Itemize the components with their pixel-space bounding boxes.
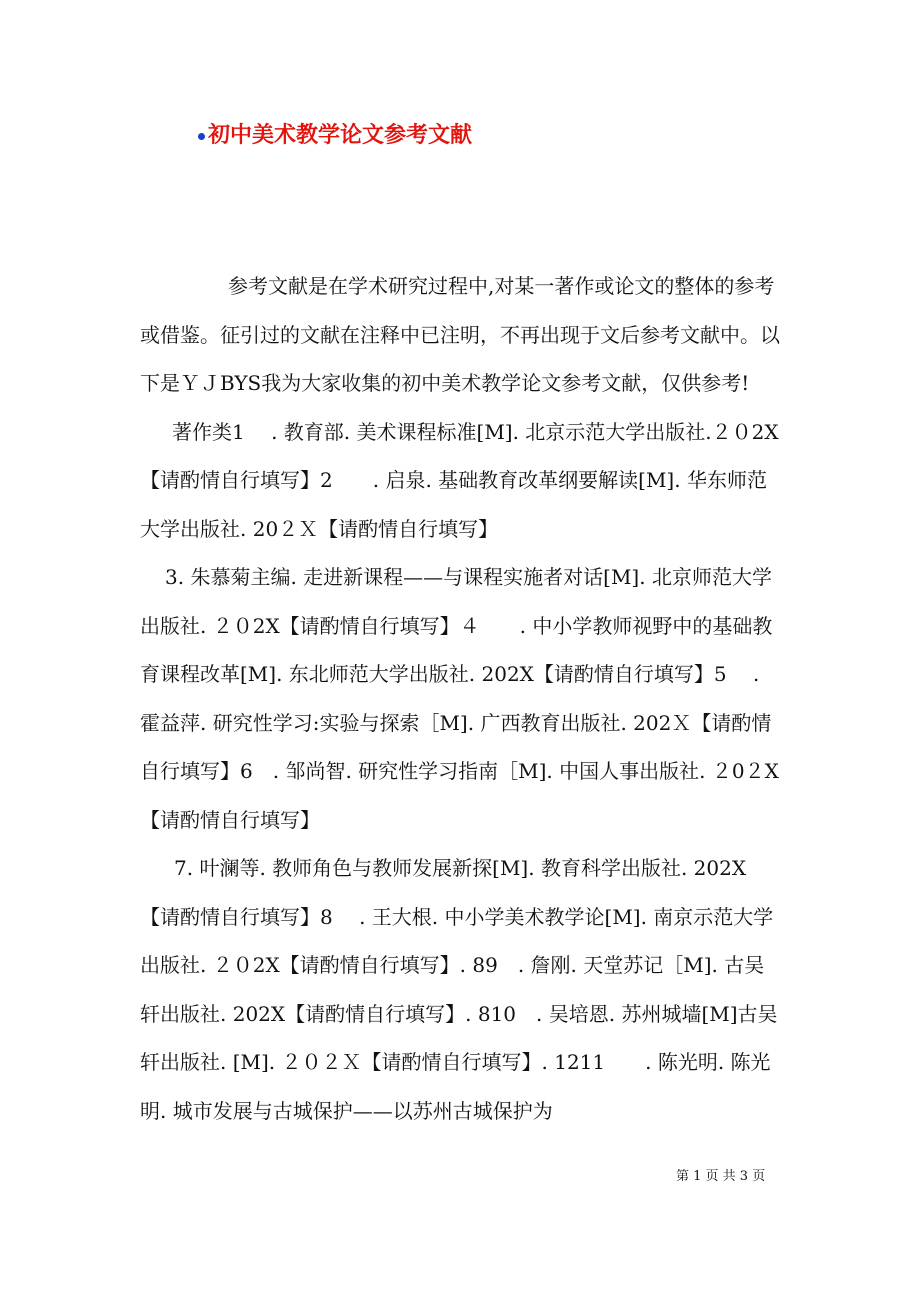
document-title — [198, 118, 472, 149]
reference-paragraph-3: 7. 叶澜等. 教师角色与教师发展新探[M]. 教育科学出版社. 202X【请酌情自行填写】8 ﻿. 王大根. 中小学美术教学论[M]. 南京示范大学出版社. ２０2X【请酌情自行填写】. 89 ﻿. 詹刚. 天堂苏记［M]. 古吴轩出版社. 202X【请酌情自行填写】. 810 ﻿. 吴培恩. 苏州城墙[M]古吴轩出版社. [M]. ２０２Ｘ【请酌情自行填写】. 1211 ﻿. 陈光明. 陈光明. 城市发展与古城保护——以苏州古城保护为 — [140, 856, 778, 1123]
document-body — [140, 262, 786, 1135]
document-title-text: 初中美术教学论文参考文献 — [208, 122, 473, 148]
reference-paragraph-1: 著作类1 ﻿. 教育部. 美术课程标准[M]. 北京示范大学出版社.２０2X【请酌情自行填写】2 ﻿. 启泉. 基础教育改革纲要解读[M]. 华东师范大学出版社. 20２Ｘ【请酌情自行填写】 — [140, 419, 779, 541]
reference-paragraph-2: 3. 朱慕菊主编. 走进新课程——与课程实施者对话[M]. 北京师范大学出版社. ２０2X【请酌情自行填写】４ ﻿. 中小学教师视野中的基础教育课程改革[M]. 东北师范大学出版社. 202X【请酌情自行填写】5 ﻿. 霍益萍. 研究性学习:实验与探索［M]. 广西教育出版社. 202Ｘ【请酌情自行填写】6 ﻿. 邹尚智. 研究性学习指南［M]. 中国人事出版社. ２0２X【请酌情自行填写】 — [140, 565, 786, 832]
title-bullet-icon — [198, 133, 205, 140]
page-footer: 第 1 页 共 3 页 — [676, 1169, 766, 1184]
intro-paragraph: 参考文献是在学术研究过程中,对某一著作或论文的整体的参考或借鉴。征引过的文献在注释中已注明，不再出现于文后参考文献中。以下是ＹＪBYS我为大家收集的初中美术教学论文参考文献，仅供参考! — [140, 274, 780, 395]
